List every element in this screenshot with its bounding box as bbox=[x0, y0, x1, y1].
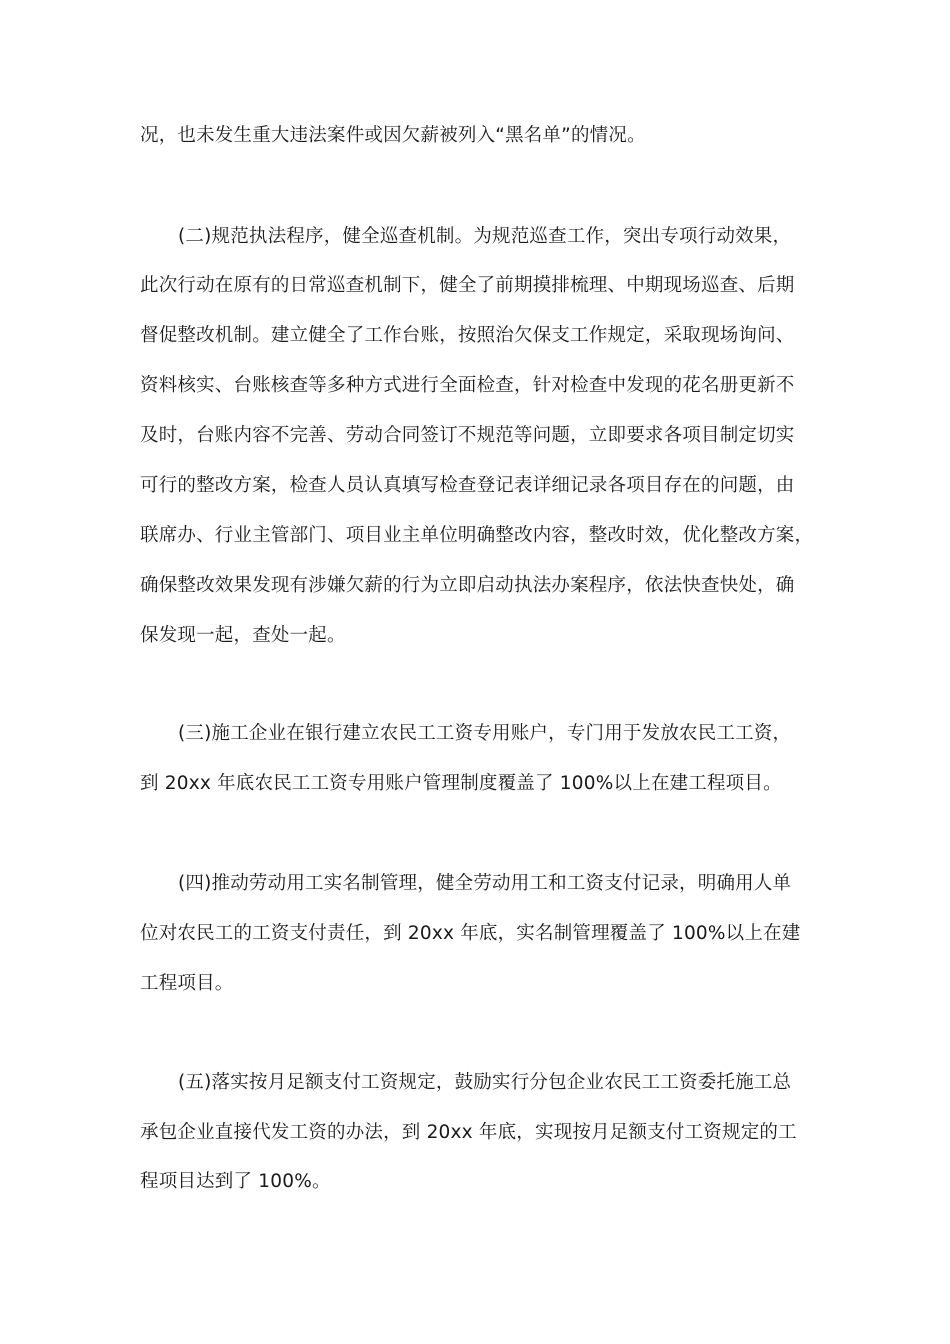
text-line: 此次行动在原有的日常巡查机制下，健全了前期摸排梳理、中期现场巡查、后期 bbox=[140, 275, 795, 296]
text-line: 确保整改效果发现有涉嫌欠薪的行为立即启动执法办案程序，依法快查快处，确 bbox=[140, 575, 795, 596]
text-line: 工程项目。 bbox=[140, 973, 234, 994]
paragraph-heading-line: (四)推动劳动用工实名制管理，健全劳动用工和工资支付记录，明确用人单 bbox=[178, 873, 792, 894]
text-line: 及时，台账内容不完善、劳动合同签订不规范等问题，立即要求各项目制定切实 bbox=[140, 425, 795, 446]
text-line: 到 20xx 年底农民工工资专用账户管理制度覆盖了 100%以上在建工程项目。 bbox=[140, 773, 782, 794]
text-line: 保发现一起，查处一起。 bbox=[140, 625, 346, 646]
text-line: 可行的整改方案，检查人员认真填写检查登记表详细记录各项目存在的问题，由 bbox=[140, 475, 795, 496]
text-line: 联席办、行业主管部门、项目业主单位明确整改内容，整改时效，优化整改方案， bbox=[140, 525, 814, 546]
text-line: 位对农民工的工资支付责任，到 20xx 年底，实名制管理覆盖了 100%以上在建 bbox=[140, 923, 801, 944]
text-line: 督促整改机制。建立健全了工作台账，按照治欠保支工作规定，采取现场询问、 bbox=[140, 325, 795, 346]
text-line: 资料核实、台账核查等多种方式进行全面检查，针对检查中发现的花名册更新不 bbox=[140, 375, 795, 396]
text-line: 况，也未发生重大违法案件或因欠薪被列入“黑名单”的情况。 bbox=[140, 125, 646, 146]
text-line: 承包企业直接代发工资的办法，到 20xx 年底，实现按月足额支付工资规定的工 bbox=[140, 1122, 797, 1143]
paragraph-heading-line: (三)施工企业在银行建立农民工工资专用账户，专门用于发放农民工工资， bbox=[178, 723, 792, 744]
paragraph-heading-line: (二)规范执法程序，健全巡查机制。为规范巡查工作，突出专项行动效果， bbox=[178, 226, 792, 247]
paragraph-heading-line: (五)落实按月足额支付工资规定，鼓励实行分包企业农民工工资委托施工总 bbox=[178, 1072, 792, 1093]
text-line: 程项目达到了 100%。 bbox=[140, 1171, 331, 1192]
